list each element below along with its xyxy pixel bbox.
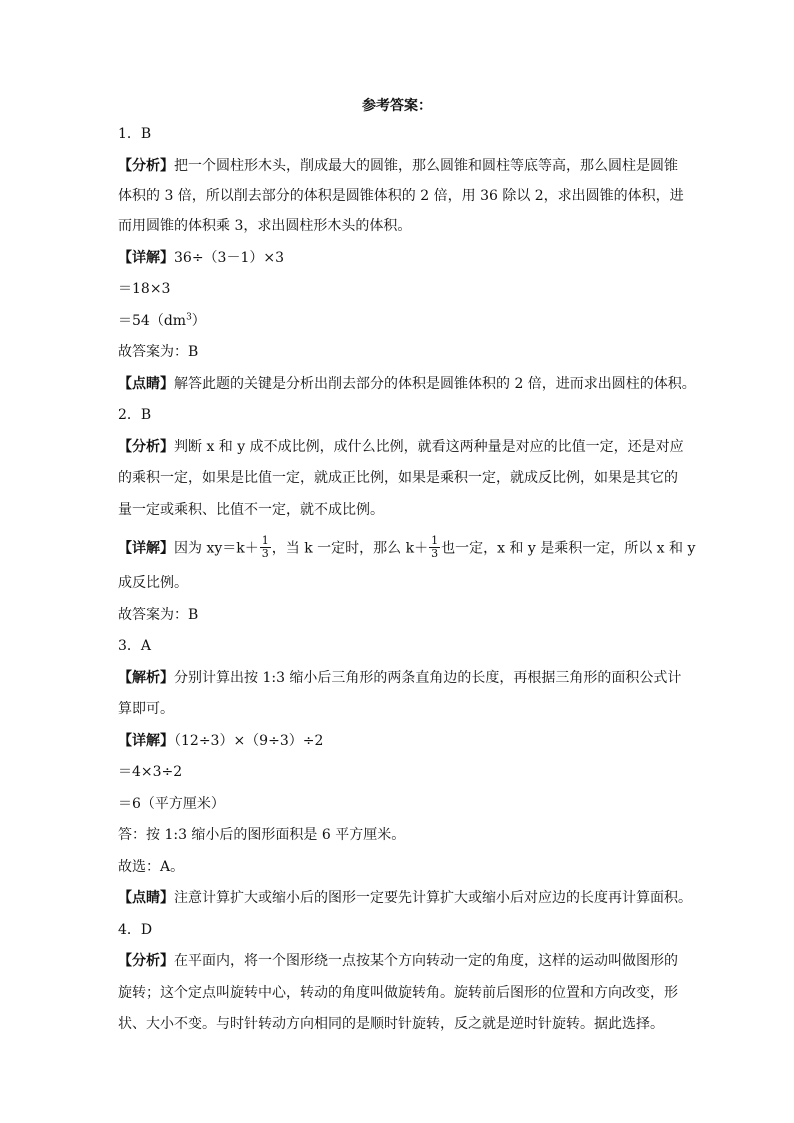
q4-analysis-text-1: 在平面内，将一个图形绕一点按某个方向转动一定的角度，这样的运动叫做图形的 [174,953,678,969]
q2-detail-tag: 【详解】 [118,540,174,557]
q2-answer: 2．B [118,407,152,423]
q2-analysis-line-3: 量一定或乘积、比值不一定，就不成比例。 [118,502,384,518]
q3-detail-line-3: ＝6（平方厘米） [118,796,225,812]
q4-analysis-tag: 【分析】 [118,953,174,969]
q2-detail-text-c: 也一定，x 和 y 是乘积一定，所以 x 和 y [441,540,696,557]
q1-analysis-line-1 [118,156,678,176]
fraction-denominator: 3 [431,547,439,560]
q2-analysis-line-1 [118,437,684,457]
q3-answer-statement: 答：按 1:3 缩小后的图形面积是 6 平方厘米。 [118,827,406,843]
fraction-denominator: 3 [261,547,269,560]
q2-conclusion: 故答案为：B [118,607,199,623]
q2-detail-line-1 [118,534,696,561]
q4-answer: 4．D [118,922,153,938]
fraction-numerator: 1 [431,534,439,547]
q1-analysis-text-1: 把一个圆柱形木头，削成最大的圆锥，那么圆锥和圆柱等底等高，那么圆柱是圆锥 [174,158,678,174]
q3-conclusion: 故选：A。 [118,859,185,875]
q3-detail-line-1 [118,731,678,751]
q2-analysis-text-1: 判断 x 和 y 成不成比例，成什么比例，就看这两种量是对应的比值一定，还是对应 [174,439,684,455]
q3-detail-line-2: ＝4×3÷2 [118,764,183,780]
q3-analysis-tag: 【解析】 [118,670,174,686]
q1-analysis-line-3: 而用圆锥的体积乘 3，求出圆柱形木头的体积。 [118,218,412,234]
q4-analysis-line-3: 状、大小不变。与时针转动方向相同的是顺时针旋转，反之就是逆时针旋转。据此选择。 [118,1016,664,1032]
q4-analysis-line-2: 旋转；这个定点叫旋转中心，转动的角度叫做旋转角。旋转前后图形的位置和方向改变，形 [118,985,678,1001]
q2-detail-line-2: 成反比例。 [118,575,188,591]
q2-detail-text-b: ，当 k 一定时，那么 k＋ [271,540,429,557]
q3-comment-tag: 【点睛】 [118,890,174,906]
q3-comment-text: 注意计算扩大或缩小后的图形一定要先计算扩大或缩小后对应边的长度再计算面积。 [174,890,692,906]
q3-detail-tag: 【详解】 [118,733,174,749]
q3-detail-text-1: （12÷3）×（9÷3）÷2 [174,733,324,749]
q2-analysis-tag: 【分析】 [118,439,174,455]
q2-analysis-line-2: 的乘积一定，如果是比值一定，就成正比例，如果是乘积一定，就成反比例，如果是其它的 [118,470,678,486]
q1-comment-line [118,374,696,394]
q1-detail-line-1 [118,248,678,268]
q1-comment-tag: 【点睛】 [118,376,174,392]
q2-detail-text-a: 因为 xy＝k＋ [174,540,259,557]
q1-detail-superscript: 3 [186,312,192,323]
q3-analysis-text-1: 分别计算出按 1:3 缩小后三角形的两条直角边的长度，再根据三角形的面积公式计 [174,670,682,686]
q1-conclusion: 故答案为：B [118,344,199,360]
q1-analysis-tag: 【分析】 [118,158,174,174]
q1-answer: 1．B [118,126,152,142]
q1-analysis-line-2: 体积的 3 倍，所以削去部分的体积是圆锥体积的 2 倍，用 36 除以 2，求出圆锥的体积，进 [118,188,684,204]
q4-analysis-line-1 [118,951,678,971]
fraction-one-third-1 [260,535,271,560]
fraction-one-third-2 [429,535,440,560]
q1-detail-text-3: ＝54（dm [118,313,187,329]
q1-detail-text-3-end: ） [191,313,206,329]
q1-detail-text-1: 36÷（3－1）×3 [174,250,284,266]
q1-detail-line-2: ＝18×3 [118,281,171,297]
q3-analysis-line-1 [118,668,682,688]
q3-answer: 3．A [118,638,152,654]
fraction-numerator: 1 [261,534,269,547]
q1-detail-line-3 [118,311,678,331]
q1-detail-tag: 【详解】 [118,250,174,266]
q1-comment-text: 解答此题的关键是分析出削去部分的体积是圆锥体积的 2 倍，进而求出圆柱的体积。 [174,376,696,392]
q3-comment-line [118,888,692,908]
q3-analysis-line-2: 算即可。 [118,701,174,717]
page-title: 参考答案： [362,98,432,114]
